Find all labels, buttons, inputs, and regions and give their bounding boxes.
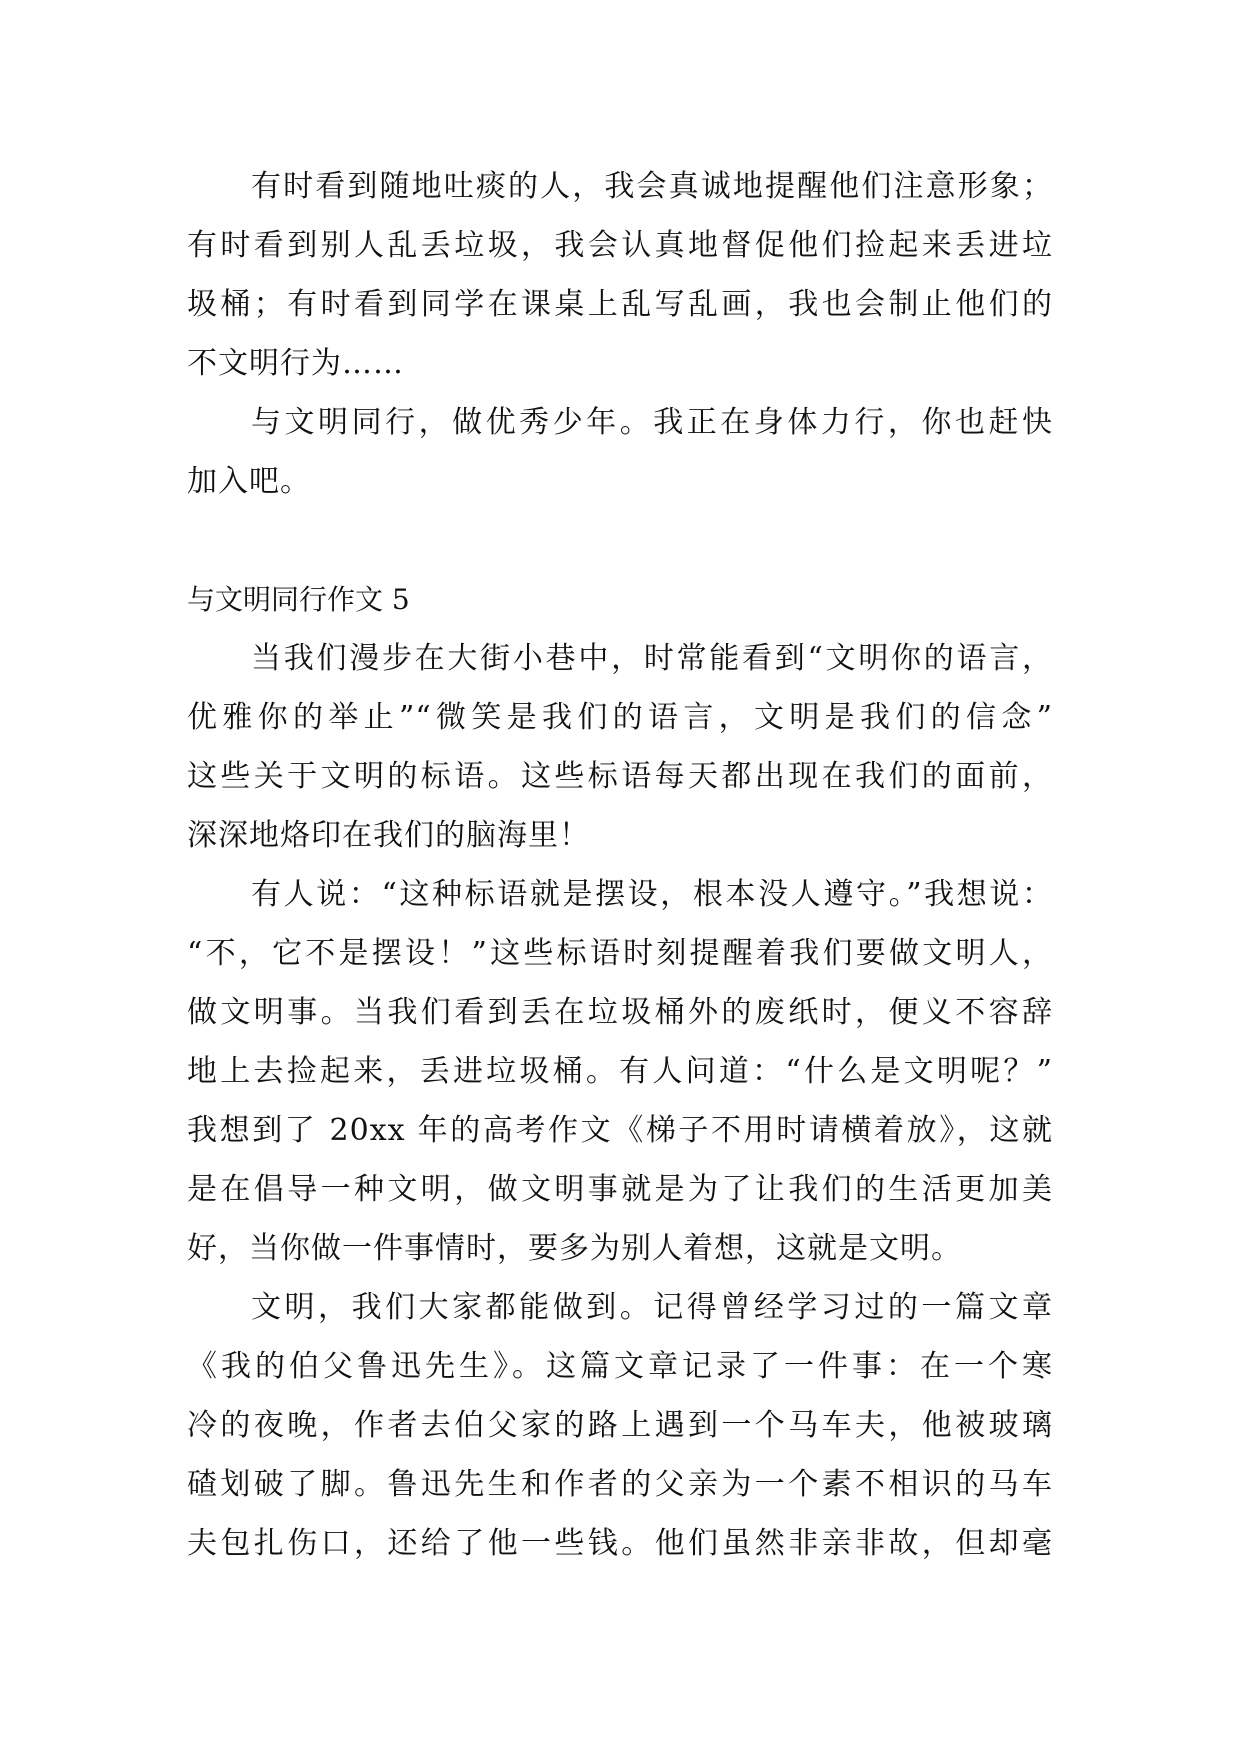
text-line: 是在倡导一种文明，做文明事就是为了让我们的生活更加美 bbox=[187, 1172, 1053, 1207]
text-line: 做文明事。当我们看到丢在垃圾桶外的废纸时，便义不容辞 bbox=[187, 995, 1053, 1030]
paragraph bbox=[187, 157, 1053, 393]
text-line: 文明，我们大家都能做到。记得曾经学习过的一篇文章 bbox=[251, 1290, 1053, 1325]
document-body bbox=[187, 157, 1053, 1573]
text-line: 深深地烙印在我们的脑海里！ bbox=[187, 818, 590, 853]
text-line: 冷的夜晚，作者去伯父家的路上遇到一个马车夫，他被玻璃 bbox=[187, 1408, 1053, 1443]
text-line: 我想到了 20xx 年的高考作文《梯子不用时请横着放》，这就 bbox=[187, 1113, 1053, 1148]
text-line: 碴划破了脚。鲁迅先生和作者的父亲为一个素不相识的马车 bbox=[187, 1467, 1053, 1502]
paragraph bbox=[187, 629, 1053, 865]
paragraph bbox=[187, 393, 1053, 511]
text-line: 有时看到随地吐痰的人，我会真诚地提醒他们注意形象； bbox=[251, 169, 1053, 204]
text-line: 加入吧。 bbox=[187, 464, 311, 499]
text-line: 夫包扎伤口，还给了他一些钱。他们虽然非亲非故，但却毫 bbox=[187, 1526, 1053, 1561]
text-line: 好，当你做一件事情时，要多为别人着想，这就是文明。 bbox=[187, 1231, 962, 1266]
text-line: 有时看到别人乱丢垃圾，我会认真地督促他们捡起来丢进垃 bbox=[187, 228, 1053, 263]
text-line: 这些关于文明的标语。这些标语每天都出现在我们的面前， bbox=[187, 759, 1053, 794]
text-line: 圾桶；有时看到同学在课桌上乱写乱画，我也会制止他们的 bbox=[187, 287, 1053, 322]
text-line: 优雅你的举止”“微笑是我们的语言，文明是我们的信念” bbox=[187, 700, 1053, 735]
text-line: 有人说：“这种标语就是摆设，根本没人遵守。”我想说： bbox=[251, 877, 1053, 912]
text-line: 当我们漫步在大街小巷中，时常能看到“文明你的语言， bbox=[251, 641, 1053, 676]
text-line: 不文明行为…… bbox=[187, 346, 404, 381]
text-line: 地上去捡起来，丢进垃圾桶。有人问道：“什么是文明呢？” bbox=[187, 1054, 1053, 1089]
paragraph bbox=[187, 865, 1053, 1278]
paragraph-spacer bbox=[187, 511, 1053, 570]
text-line: “不，它不是摆设！”这些标语时刻提醒着我们要做文明人， bbox=[187, 936, 1053, 971]
text-line: 与文明同行，做优秀少年。我正在身体力行，你也赶快 bbox=[251, 405, 1053, 440]
text-line: 《我的伯父鲁迅先生》。这篇文章记录了一件事：在一个寒 bbox=[187, 1349, 1053, 1384]
section-heading: 与文明同行作文 5 bbox=[187, 583, 410, 616]
paragraph bbox=[187, 1278, 1053, 1573]
